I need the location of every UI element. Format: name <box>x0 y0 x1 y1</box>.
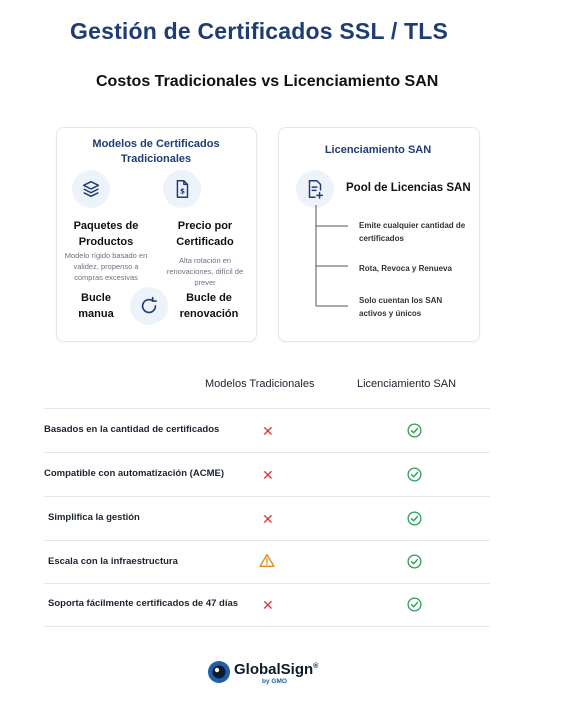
globalsign-logo-icon <box>207 660 231 684</box>
feature-title-price-per-certificate: Precio por Certificado <box>176 220 234 248</box>
brand-name: GlobalSign® <box>234 661 319 678</box>
feature-desc-price-per-certificate: Alta rotación en renovaciones, difícil de prever <box>166 256 244 287</box>
warning-icon <box>259 553 275 568</box>
x-icon: ✕ <box>262 511 274 527</box>
branch-item-active-sans: Solo cuentan los SAN activos y únicos <box>359 296 443 318</box>
traditional-card-title: Modelos de Certificados Tradicionales <box>92 138 220 165</box>
check-circle-icon <box>407 423 422 438</box>
table-row-label: Compatible con automatización (ACME) <box>44 468 224 479</box>
column-header-san: Licenciamiento SAN <box>357 378 457 390</box>
document-add-icon <box>296 170 334 208</box>
san-card-title: Licenciamiento SAN <box>324 144 432 156</box>
table-divider <box>44 452 490 453</box>
feature-title-product-packages: Paquetes de Productos <box>73 220 139 248</box>
table-row-label: Basados en la cantidad de certificados <box>44 424 220 435</box>
table-divider <box>44 626 490 627</box>
check-circle-icon <box>407 597 422 612</box>
check-circle-icon <box>407 511 422 526</box>
tree-connector-lines <box>300 205 360 315</box>
feature-title-renewal-loop: Bucle de renovación <box>179 292 239 320</box>
table-row-label: Soporta fácilmente certificados de 47 días <box>48 598 239 609</box>
table-divider <box>44 540 490 541</box>
x-icon: ✕ <box>262 467 274 483</box>
table-row-label: Escala con la infraestructura <box>48 556 178 567</box>
table-divider <box>44 583 490 584</box>
page-subtitle: Costos Tradicionales vs Licenciamiento SAN <box>96 73 439 90</box>
brand-byline: by GMO <box>262 678 287 685</box>
table-divider <box>44 496 490 497</box>
feature-title-manual-loop: Bucle manua <box>78 292 114 320</box>
refresh-icon <box>130 287 168 325</box>
layers-icon <box>72 170 110 208</box>
x-icon: ✕ <box>262 423 274 439</box>
table-divider <box>44 408 490 409</box>
branch-item-rotate: Rota, Revoca y Renueva <box>359 264 452 273</box>
price-document-icon <box>163 170 201 208</box>
check-circle-icon <box>407 554 422 569</box>
pool-title: Pool de Licencias SAN <box>346 182 471 194</box>
check-circle-icon <box>407 467 422 482</box>
feature-desc-product-packages: Modelo rígido basado en validez, propenso a compras excesivas <box>64 251 148 282</box>
x-icon: ✕ <box>262 597 274 613</box>
svg-text:$: $ <box>179 186 186 196</box>
branch-item-issue: Emite cualquier cantidad de certificados <box>359 221 466 243</box>
table-row-label: Simplifica la gestión <box>48 512 140 523</box>
column-header-traditional: Modelos Tradicionales <box>205 378 315 390</box>
page-title: Gestión de Certificados SSL / TLS <box>70 18 449 44</box>
